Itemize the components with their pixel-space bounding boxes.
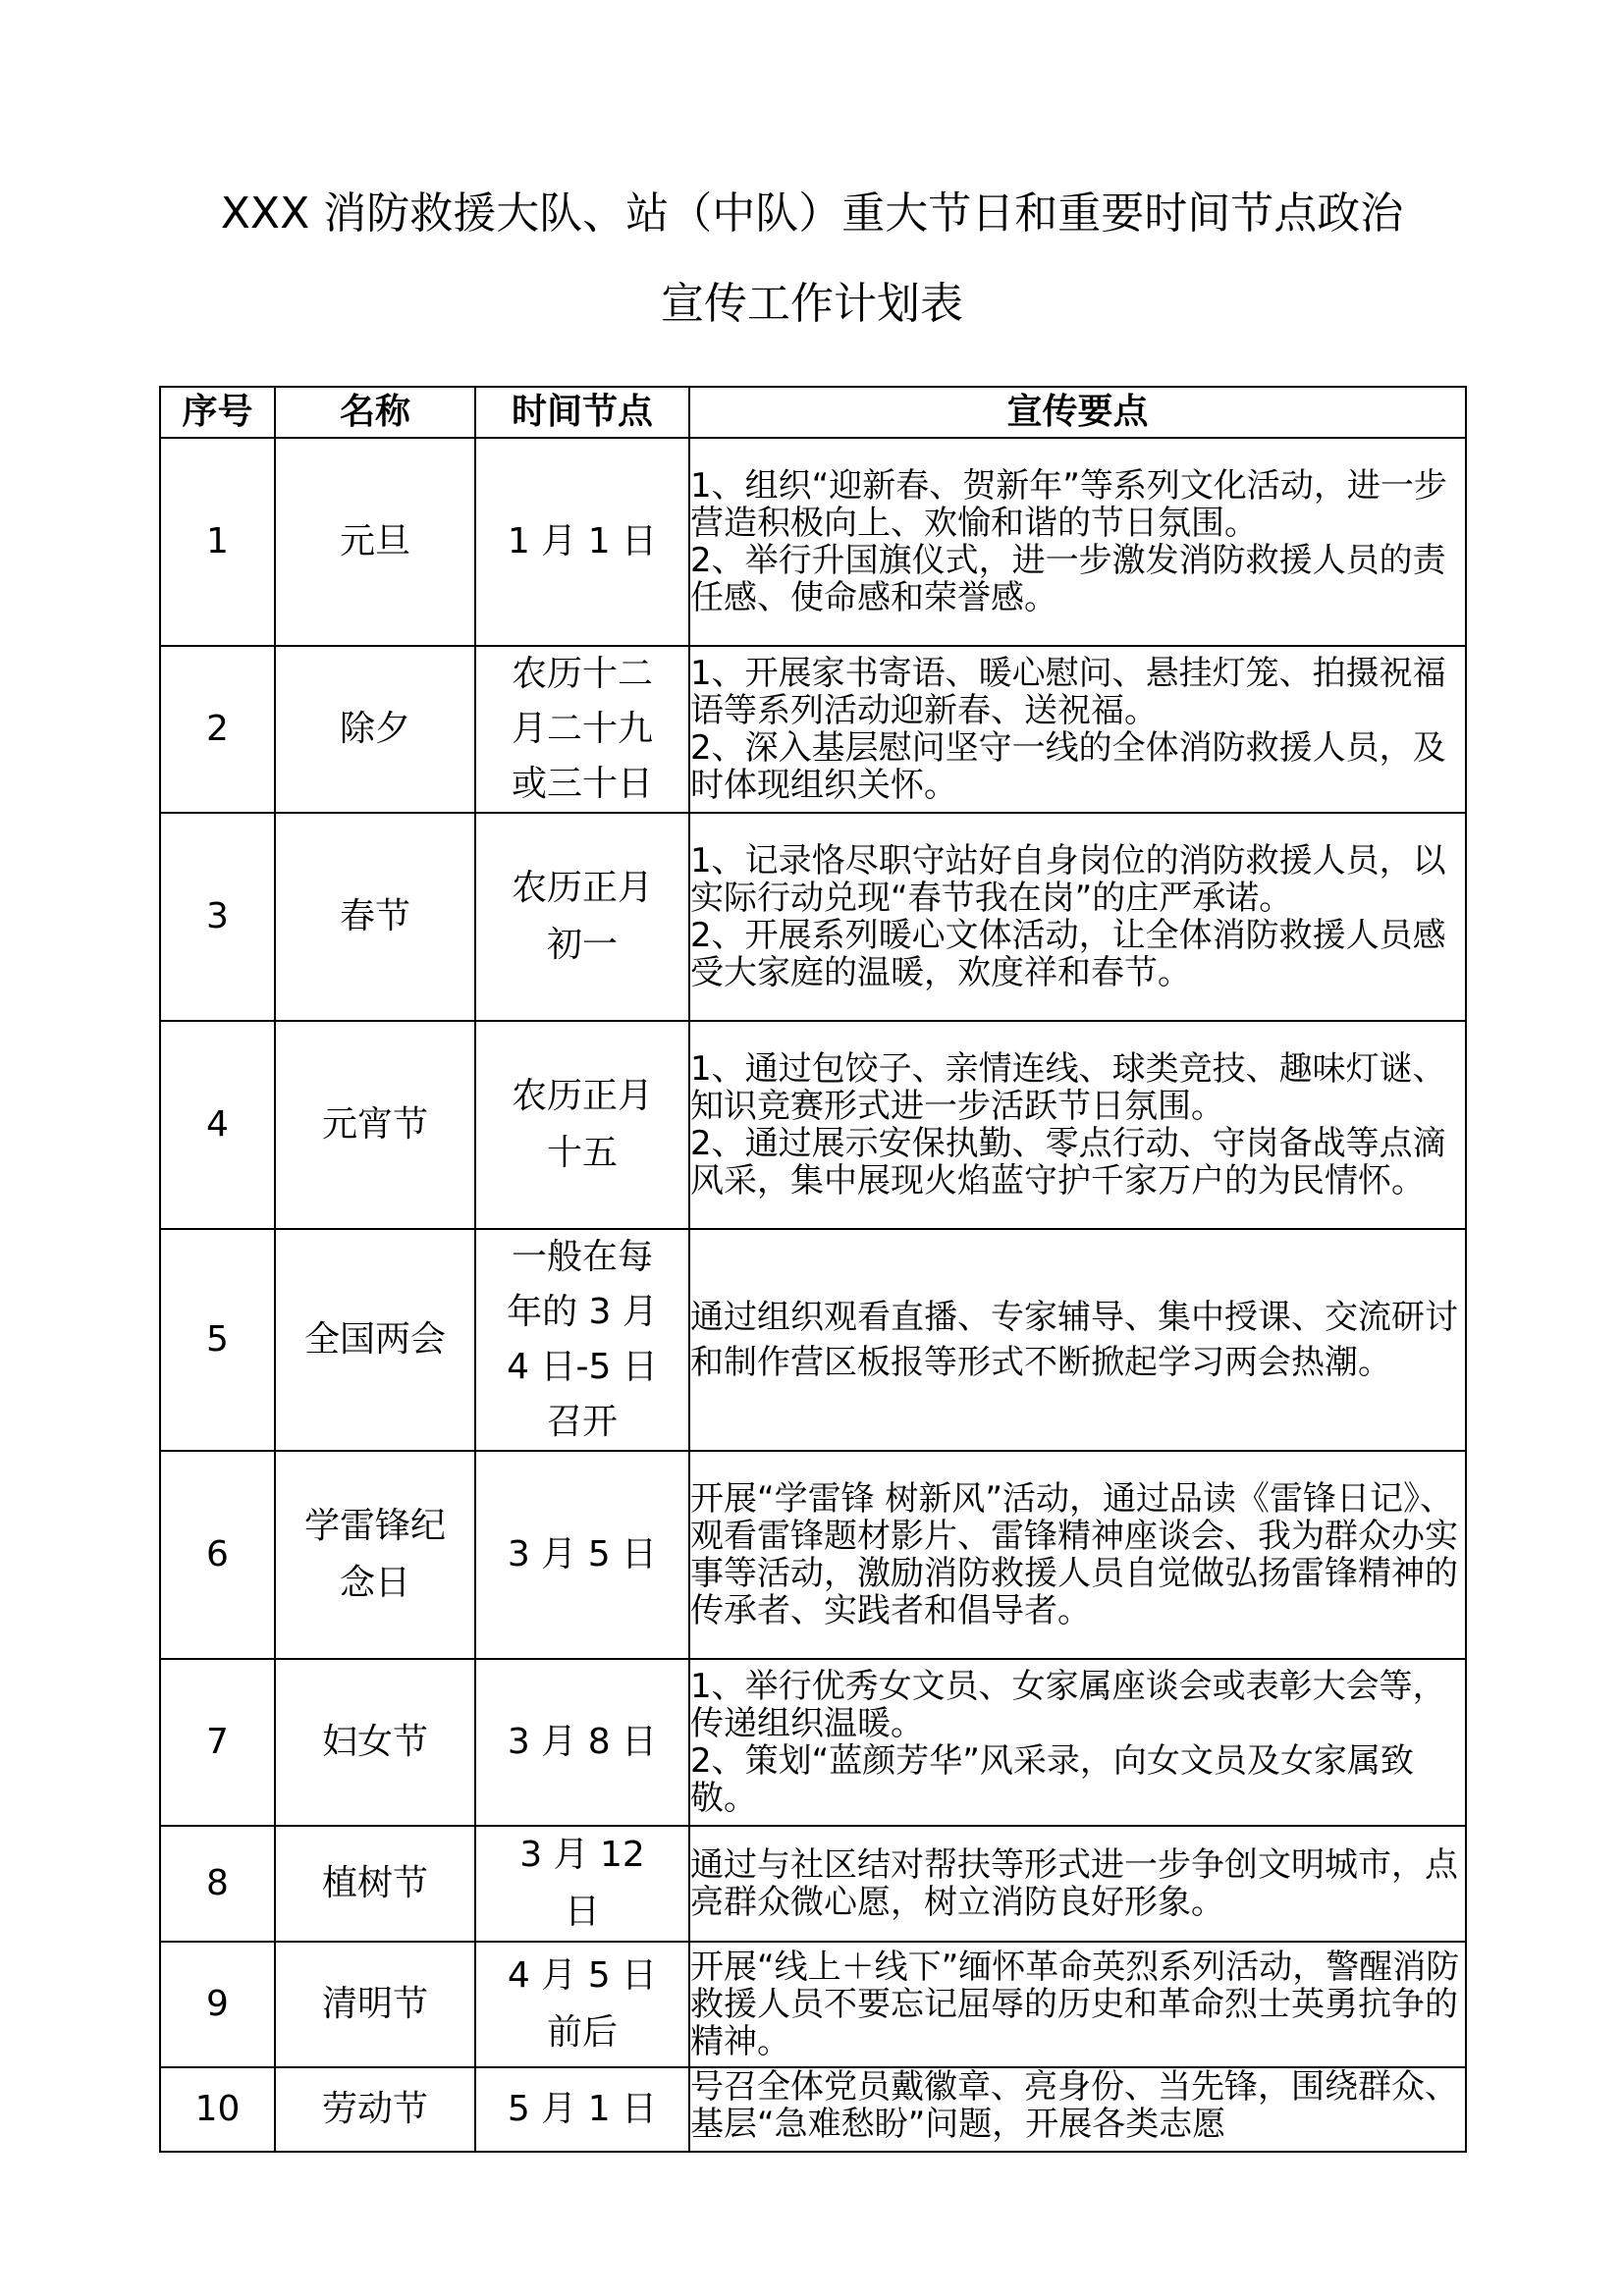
row-name: 春节 bbox=[275, 813, 475, 1021]
point-line: 1、记录恪尽职守站好自身岗位的消防救援人员，以实际行动兑现“春节我在岗”的庄严承诺。 bbox=[690, 841, 1446, 918]
point-line: 2、策划“蓝颜芳华”风采录，向女文员及女家属致敬。 bbox=[690, 1741, 1414, 1818]
row-time: 一般在每年的 3 月 4 日-5 日召开 bbox=[475, 1229, 689, 1451]
row-time: 5 月 1 日 bbox=[475, 2067, 689, 2152]
point-line: 2、通过展示安保执勤、零点行动、守岗备战等点滴风采，集中展现火焰蓝守护千家万户的为民情怀。 bbox=[690, 1124, 1446, 1201]
table-row bbox=[160, 1942, 1466, 2067]
row-points bbox=[689, 1229, 1466, 1451]
point-line: 1、通过包饺子、亲情连线、球类竞技、趣味灯谜、知识竞赛形式进一步活跃节日氛围。 bbox=[690, 1049, 1446, 1126]
point-line: 号召全体党员戴徽章、亮身份、当先锋，围绕群众、基层“急难愁盼”问题，开展各类志愿 bbox=[690, 2067, 1458, 2144]
row-points bbox=[689, 1942, 1466, 2067]
row-name: 清明节 bbox=[275, 1942, 475, 2067]
row-index: 10 bbox=[160, 2067, 275, 2152]
document-title-line-2: 宣传工作计划表 bbox=[661, 279, 963, 329]
row-points bbox=[689, 2067, 1466, 2152]
row-time: 4 月 5 日前后 bbox=[475, 1942, 689, 2067]
table-row bbox=[160, 1229, 1466, 1451]
row-time: 农历正月初一 bbox=[475, 813, 689, 1021]
point-line: 2、深入基层慰问坚守一线的全体消防救援人员，及时体现组织关怀。 bbox=[690, 728, 1446, 805]
row-points bbox=[689, 1659, 1466, 1826]
row-index: 1 bbox=[160, 438, 275, 646]
row-index: 7 bbox=[160, 1659, 275, 1826]
table-row bbox=[160, 813, 1466, 1021]
point-line: 1、组织“迎新春、贺新年”等系列文化活动，进一步营造积极向上、欢愉和谐的节日氛围。 bbox=[690, 466, 1447, 543]
row-time: 3 月 5 日 bbox=[475, 1451, 689, 1659]
row-points bbox=[689, 813, 1466, 1021]
header-name: 名称 bbox=[275, 387, 475, 438]
row-name: 除夕 bbox=[275, 646, 475, 813]
point-line: 通过与社区结对帮扶等形式进一步争创文明城市，点亮群众微心愿，树立消防良好形象。 bbox=[690, 1845, 1458, 1922]
plan-table bbox=[159, 386, 1467, 2153]
table-row bbox=[160, 1451, 1466, 1659]
header-time: 时间节点 bbox=[475, 387, 689, 438]
row-name: 全国两会 bbox=[275, 1229, 475, 1451]
point-line: 1、开展家书寄语、暖心慰问、悬挂灯笼、拍摄祝福语等系列活动迎新春、送祝福。 bbox=[690, 654, 1446, 730]
row-points bbox=[689, 1451, 1466, 1659]
row-name: 元宵节 bbox=[275, 1021, 475, 1229]
point-line: 2、举行升国旗仪式，进一步激发消防救援人员的责任感、使命感和荣誉感。 bbox=[690, 541, 1446, 617]
row-index: 3 bbox=[160, 813, 275, 1021]
point-line: 开展“学雷锋 树新风”活动，通过品读《雷锋日记》、观看雷锋题材影片、雷锋精神座谈会、我为群众办实事等活动，激励消防救援人员自觉做弘扬雷锋精神的传承者、实践者和倡导者。 bbox=[690, 1479, 1458, 1630]
row-time: 3 月 8 日 bbox=[475, 1659, 689, 1826]
row-index: 5 bbox=[160, 1229, 275, 1451]
table-row bbox=[160, 2067, 1466, 2152]
table-row bbox=[160, 438, 1466, 646]
point-line: 开展“线上＋线下”缅怀革命英烈系列活动，警醒消防救援人员不要忘记屈辱的历史和革命烈士英勇抗争的精神。 bbox=[690, 1948, 1460, 2061]
header-points: 宣传要点 bbox=[689, 387, 1466, 438]
header-index: 序号 bbox=[160, 387, 275, 438]
row-time: 3 月 12 日 bbox=[475, 1826, 689, 1942]
row-index: 8 bbox=[160, 1826, 275, 1942]
table-header-row bbox=[160, 387, 1466, 438]
row-name: 元旦 bbox=[275, 438, 475, 646]
row-time: 1 月 1 日 bbox=[475, 438, 689, 646]
row-points bbox=[689, 646, 1466, 813]
point-line: 1、举行优秀女文员、女家属座谈会或表彰大会等，传递组织温暖。 bbox=[690, 1667, 1446, 1743]
row-index: 2 bbox=[160, 646, 275, 813]
row-index: 4 bbox=[160, 1021, 275, 1229]
row-points bbox=[689, 1021, 1466, 1229]
row-name: 植树节 bbox=[275, 1826, 475, 1942]
table-row bbox=[160, 646, 1466, 813]
row-index: 9 bbox=[160, 1942, 275, 2067]
row-index: 6 bbox=[160, 1451, 275, 1659]
row-points bbox=[689, 1826, 1466, 1942]
row-name: 妇女节 bbox=[275, 1659, 475, 1826]
row-name: 学雷锋纪念日 bbox=[275, 1451, 475, 1659]
row-name: 劳动节 bbox=[275, 2067, 475, 2152]
point-line: 2、开展系列暖心文体活动，让全体消防救援人员感受大家庭的温暖，欢度祥和春节。 bbox=[690, 916, 1446, 992]
row-time: 农历正月十五 bbox=[475, 1021, 689, 1229]
point-line: 通过组织观看直播、专家辅导、集中授课、交流研讨和制作营区板报等形式不断掀起学习两会热潮。 bbox=[690, 1298, 1458, 1382]
table-row bbox=[160, 1826, 1466, 1942]
table-row bbox=[160, 1021, 1466, 1229]
document-title-line-1: XXX 消防救援大队、站（中队）重大节日和重要时间节点政治 bbox=[220, 188, 1404, 239]
row-time: 农历十二月二十九或三十日 bbox=[475, 646, 689, 813]
row-points bbox=[689, 438, 1466, 646]
table-row bbox=[160, 1659, 1466, 1826]
